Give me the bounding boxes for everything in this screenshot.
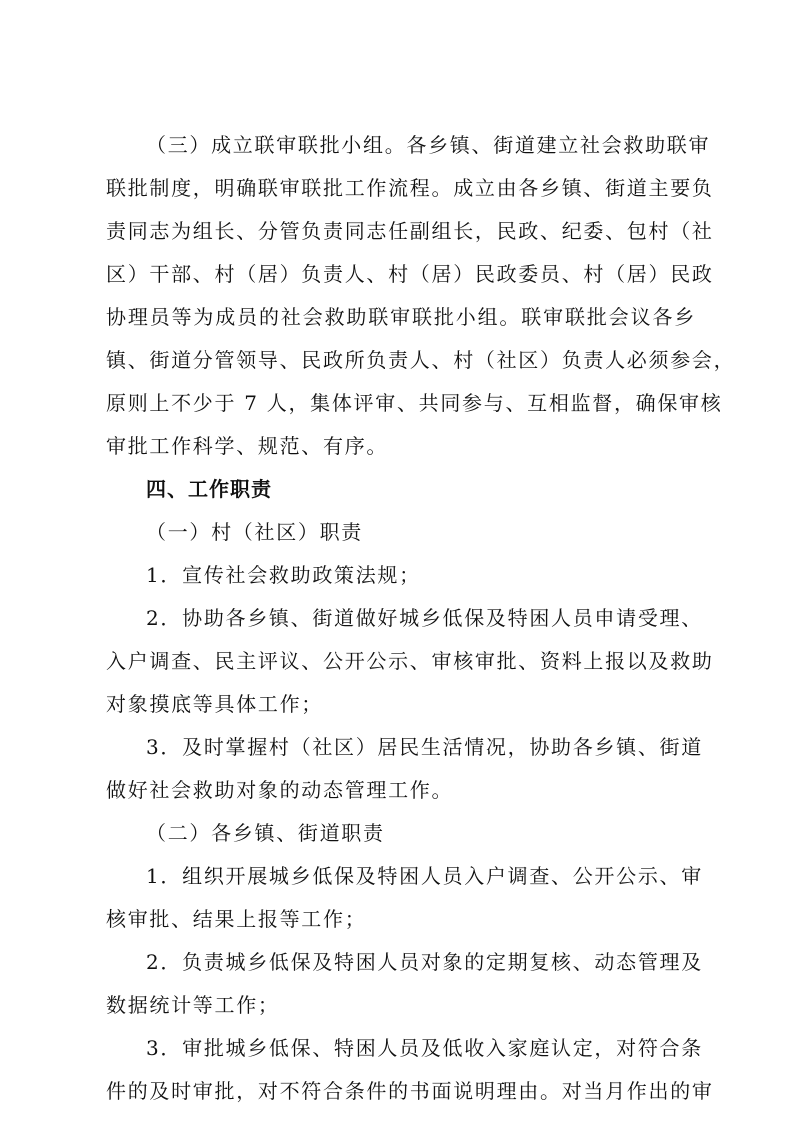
township-duty-1-line-1: 1．组织开展城乡低保及特困人员入户调查、公开公示、审 <box>146 864 703 888</box>
village-duty-2-line-2: 入户调查、民主评议、公开公示、审核审批、资料上报以及救助 <box>106 649 714 673</box>
section-heading-duties: 四、工作职责 <box>146 477 272 501</box>
township-duty-2-line-2: 数据统计等工作； <box>106 993 280 1017</box>
village-duty-1: 1．宣传社会救助政策法规； <box>146 563 421 587</box>
paragraph-3-line-2: 联批制度，明确联审联批工作流程。成立由各乡镇、街道主要负 <box>106 176 714 200</box>
township-duty-1-line-2: 核审批、结果上报等工作； <box>106 907 367 931</box>
township-duty-3-line-2: 件的及时审批，对不符合条件的书面说明理由。对当月作出的审 <box>106 1079 714 1103</box>
village-duty-2-line-1: 2．协助各乡镇、街道做好城乡低保及特困人员申请受理、 <box>146 606 703 630</box>
paragraph-3-line-3: 责同志为组长、分管负责同志任副组长，民政、纪委、包村（社 <box>106 219 714 243</box>
subheading-village-duties: （一）村（社区）职责 <box>146 520 363 544</box>
paragraph-3-line-1: （三）成立联审联批小组。各乡镇、街道建立社会救助联审 <box>146 133 711 157</box>
paragraph-3-line-5: 协理员等为成员的社会救助联审联批小组。联审联批会议各乡 <box>106 305 696 329</box>
subheading-township-duties: （二）各乡镇、街道职责 <box>146 821 385 845</box>
township-duty-3-line-1: 3．审批城乡低保、特困人员及低收入家庭认定，对符合条 <box>146 1036 703 1060</box>
paragraph-3-line-6: 镇、街道分管领导、民政所负责人、村（社区）负责人必须参会， <box>106 348 736 372</box>
paragraph-3-line-7: 原则上不少于 7 人，集体评审、共同参与、互相监督，确保审核 <box>106 391 723 415</box>
township-duty-2-line-1: 2．负责城乡低保及特困人员对象的定期复核、动态管理及 <box>146 950 703 974</box>
village-duty-3-line-2: 做好社会救助对象的动态管理工作。 <box>106 778 454 802</box>
paragraph-3-line-8: 审批工作科学、规范、有序。 <box>106 434 389 458</box>
village-duty-3-line-1: 3．及时掌握村（社区）居民生活情况，协助各乡镇、街道 <box>146 735 703 759</box>
village-duty-2-line-3: 对象摸底等具体工作； <box>106 692 323 716</box>
paragraph-3-line-4: 区）干部、村（居）负责人、村（居）民政委员、村（居）民政 <box>106 262 714 286</box>
